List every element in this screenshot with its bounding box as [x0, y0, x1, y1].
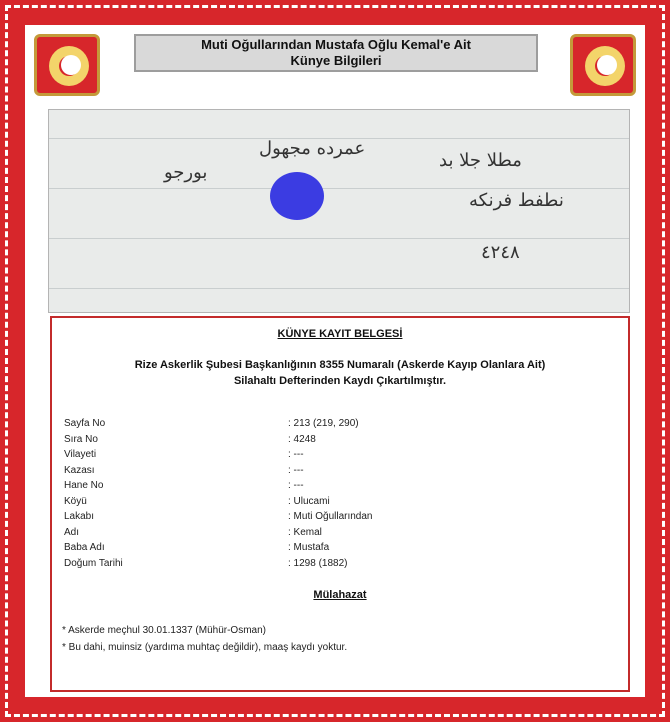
right-emblem-icon — [570, 34, 636, 96]
field-value: : Kemal — [288, 526, 322, 538]
handwriting-mark: نطفط فرنكه — [469, 190, 564, 211]
field-value: : --- — [288, 480, 304, 491]
field-label: Sayfa No — [64, 418, 106, 429]
list-item — [64, 542, 624, 558]
field-list — [64, 418, 624, 573]
field-label: Köyü — [64, 495, 87, 507]
left-emblem-icon — [34, 34, 100, 96]
field-value: : 4248 — [288, 433, 316, 445]
field-value: : --- — [288, 449, 304, 460]
field-label: Vilayeti — [64, 449, 97, 460]
list-item — [64, 465, 624, 481]
list-item — [64, 449, 624, 465]
field-label: Sıra No — [64, 433, 98, 445]
field-label: Kazası — [64, 464, 95, 476]
emblem-crescent-icon — [61, 55, 81, 75]
field-label: Baba Adı — [64, 542, 105, 553]
field-label: Doğum Tarihi — [64, 557, 123, 569]
list-item — [64, 527, 624, 543]
field-value: : Mustafa — [288, 542, 330, 553]
ottoman-register-scan — [48, 109, 630, 313]
handwriting-mark: عمرده مجهول — [259, 138, 366, 159]
section-title: Mülahazat — [313, 589, 367, 601]
blue-seal-icon — [270, 172, 324, 220]
page-title — [134, 34, 538, 72]
subtitle-line-1: Rize Askerlik Şubesi Başkanlığının 8355 Numaralı (Askerde Kayıp Olanlara Ait) — [134, 359, 546, 371]
title-line-2: Künye Bilgileri — [290, 53, 382, 68]
field-value: : Ulucami — [288, 495, 330, 507]
field-label: Hane No — [64, 480, 104, 491]
field-label: Adı — [64, 526, 80, 538]
list-item — [64, 496, 624, 512]
list-item — [64, 480, 624, 496]
field-label: Lakabı — [64, 511, 95, 522]
field-value: : 1298 (1882) — [288, 557, 348, 569]
note-item: * Askerde meçhul 30.01.1337 (Mühür-Osman) — [62, 625, 266, 636]
document-subtitle — [52, 357, 628, 389]
handwriting-mark: مطلا جلا بد — [439, 150, 522, 171]
list-item — [64, 418, 624, 434]
field-value: : 213 (219, 290) — [288, 418, 359, 429]
notes — [62, 622, 347, 656]
registry-document — [50, 316, 630, 692]
note-item: * Bu dahi, muinsiz (yardıma muhtaç değildir), maaş kaydı yoktur. — [62, 642, 348, 653]
handwriting-mark: ٤٢٤٨ — [481, 242, 520, 263]
field-value: : Muti Oğullarından — [288, 511, 373, 522]
emblem-crescent-icon — [597, 55, 617, 75]
field-value: : --- — [288, 464, 304, 476]
subtitle-line-2: Silahaltı Defterinden Kaydı Çıkartılmıştır. — [233, 375, 447, 387]
certificate-page — [22, 22, 648, 700]
list-item — [64, 511, 624, 527]
document-title: KÜNYE KAYIT BELGESİ — [277, 328, 403, 340]
list-item — [64, 558, 624, 574]
handwriting-mark: بورجو — [164, 162, 208, 183]
title-line-1: Muti Oğullarından Mustafa Oğlu Kemal'e Ait — [201, 37, 471, 52]
list-item — [64, 434, 624, 450]
